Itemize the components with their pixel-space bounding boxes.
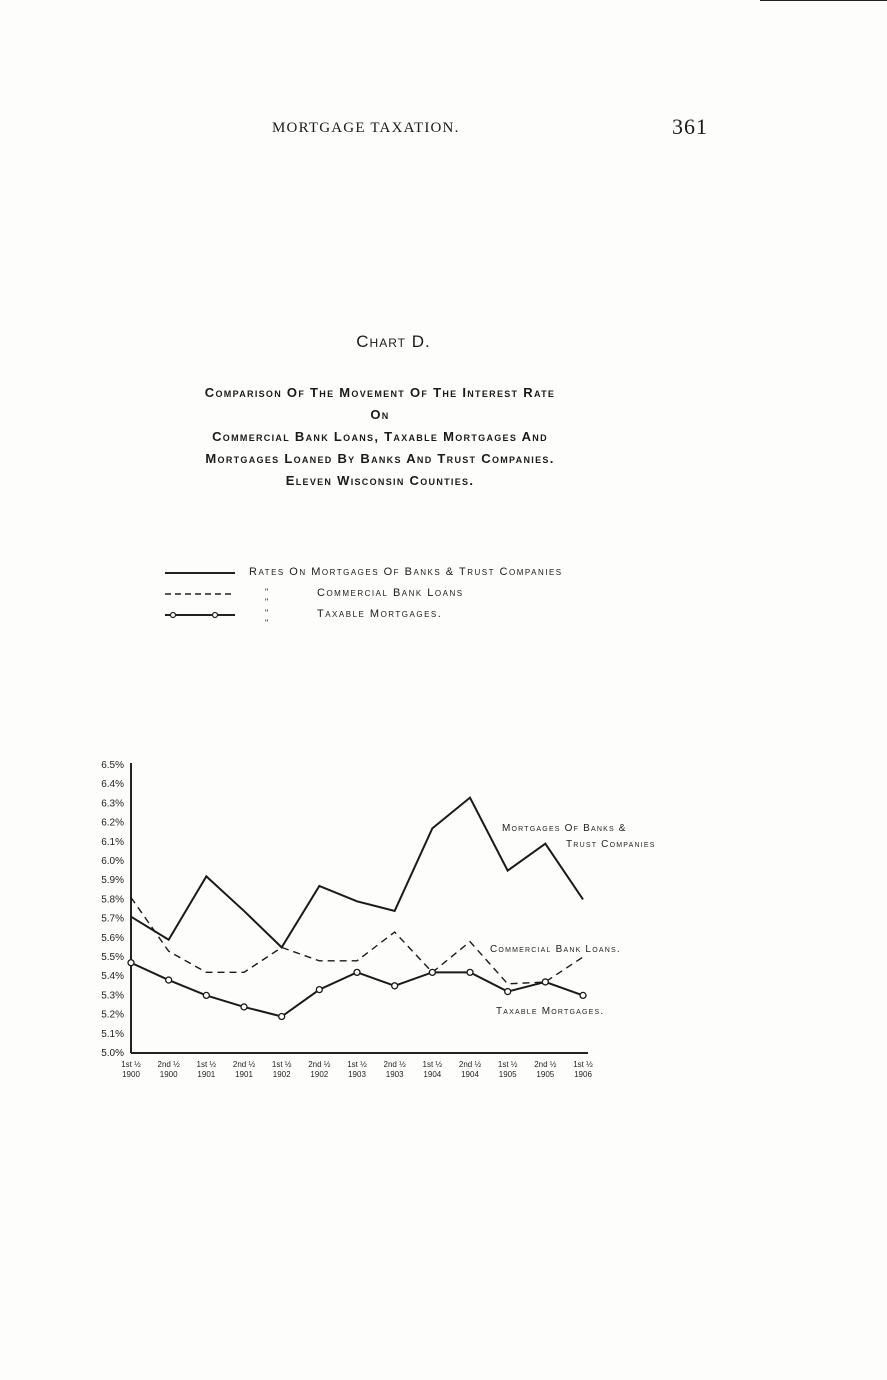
y-tick-label: 5.5% — [101, 952, 124, 963]
series-point — [166, 977, 172, 983]
x-tick-label: 1905 — [536, 1070, 555, 1079]
series-point — [429, 969, 435, 975]
legend-label: Rates On Mortgages Of Banks & Trust Companies — [249, 566, 563, 578]
line-chart — [0, 740, 887, 1100]
subtitle-line: Commercial Bank Loans, Taxable Mortgages And — [212, 429, 548, 444]
y-tick-label: 6.2% — [101, 817, 124, 829]
y-tick-label: 5.0% — [101, 1048, 124, 1059]
y-tick-label: 6.4% — [101, 779, 124, 791]
subtitle-line: On — [370, 407, 390, 422]
x-tick-label: 2nd ½ — [232, 1060, 256, 1069]
subtitle-line: Comparison Of The Movement Of The Interest Rate — [204, 385, 556, 400]
y-tick-label: 6.0% — [101, 856, 124, 867]
legend-ditto: " " — [265, 608, 270, 628]
series-annotation: Mortgages Of Banks & — [502, 823, 627, 834]
series-point — [542, 979, 548, 985]
x-tick-label: 1st ½ — [573, 1060, 593, 1069]
x-tick-label: 2nd ½ — [157, 1060, 180, 1069]
chart-subtitle — [130, 382, 630, 492]
x-tick-label: 1st ½ — [271, 1060, 292, 1069]
x-tick-label: 1st ½ — [347, 1060, 367, 1069]
series-point — [580, 992, 586, 998]
x-tick-label: 2nd ½ — [534, 1060, 557, 1069]
x-tick-label: 1900 — [122, 1070, 140, 1079]
series-point — [279, 1014, 285, 1020]
legend-swatch-circles — [165, 611, 237, 619]
x-tick-label: 1904 — [461, 1070, 479, 1079]
series-line — [131, 798, 583, 948]
y-tick-label: 5.6% — [101, 932, 124, 944]
legend-label: Commercial Bank Loans — [317, 587, 464, 599]
page-number: 361 — [672, 114, 708, 139]
x-tick-label: 1901 — [197, 1070, 216, 1079]
legend-swatch-dashed — [165, 590, 237, 598]
series-annotations — [490, 823, 656, 1017]
y-axis-ticks — [101, 760, 124, 1059]
x-tick-label: 2nd ½ — [458, 1060, 482, 1069]
y-tick-label: 6.1% — [101, 836, 124, 848]
series-point — [505, 989, 511, 995]
y-tick-label: 5.1% — [101, 1028, 124, 1040]
series-point — [203, 992, 209, 998]
series-point — [241, 1004, 247, 1010]
series-point — [467, 969, 473, 975]
legend-swatch-solid — [165, 569, 237, 577]
top-rule — [760, 0, 887, 1]
x-tick-label: 1903 — [385, 1070, 404, 1079]
x-tick-label: 1902 — [310, 1070, 329, 1079]
x-tick-label: 1st ½ — [422, 1060, 443, 1069]
x-tick-label: 1st ½ — [497, 1060, 518, 1069]
subtitle-line: Mortgages Loaned By Banks And Trust Companies. — [205, 451, 555, 466]
x-tick-label: 1904 — [423, 1070, 442, 1079]
running-head: MORTGAGE TAXATION. — [272, 120, 460, 136]
x-tick-label: 1900 — [159, 1070, 178, 1079]
x-tick-label: 2nd ½ — [383, 1060, 406, 1069]
x-tick-label: 1901 — [235, 1070, 253, 1079]
y-tick-label: 5.4% — [101, 971, 124, 983]
x-tick-label: 1905 — [498, 1070, 517, 1079]
series-point — [128, 960, 134, 966]
x-tick-label: 1903 — [348, 1070, 366, 1079]
y-tick-label: 5.3% — [101, 990, 124, 1002]
y-tick-label: 6.3% — [101, 798, 124, 810]
legend-ditto: " " — [265, 587, 270, 607]
x-tick-label: 1902 — [272, 1070, 291, 1079]
y-tick-label: 5.7% — [101, 913, 124, 925]
y-tick-label: 5.2% — [101, 1009, 124, 1021]
y-tick-label: 6.5% — [101, 760, 124, 771]
x-tick-label: 1st ½ — [196, 1060, 217, 1069]
chart-title: Chart D. — [356, 332, 431, 351]
series-point — [316, 987, 322, 993]
x-tick-label: 2nd ½ — [308, 1060, 331, 1069]
series-point — [392, 983, 398, 989]
x-axis-ticks — [121, 1060, 593, 1079]
legend-label: Taxable Mortgages. — [317, 608, 443, 620]
series-point — [354, 969, 360, 975]
x-tick-label: 1906 — [574, 1070, 592, 1079]
series-annotation: Commercial Bank Loans. — [490, 944, 621, 955]
y-tick-label: 5.9% — [101, 875, 124, 887]
subtitle-line: Eleven Wisconsin Counties. — [285, 473, 475, 488]
series-annotation: Taxable Mortgages. — [496, 1006, 605, 1017]
y-tick-label: 5.8% — [101, 894, 124, 906]
x-tick-label: 1st ½ — [121, 1060, 141, 1069]
series-annotation: Trust Companies — [566, 839, 656, 850]
